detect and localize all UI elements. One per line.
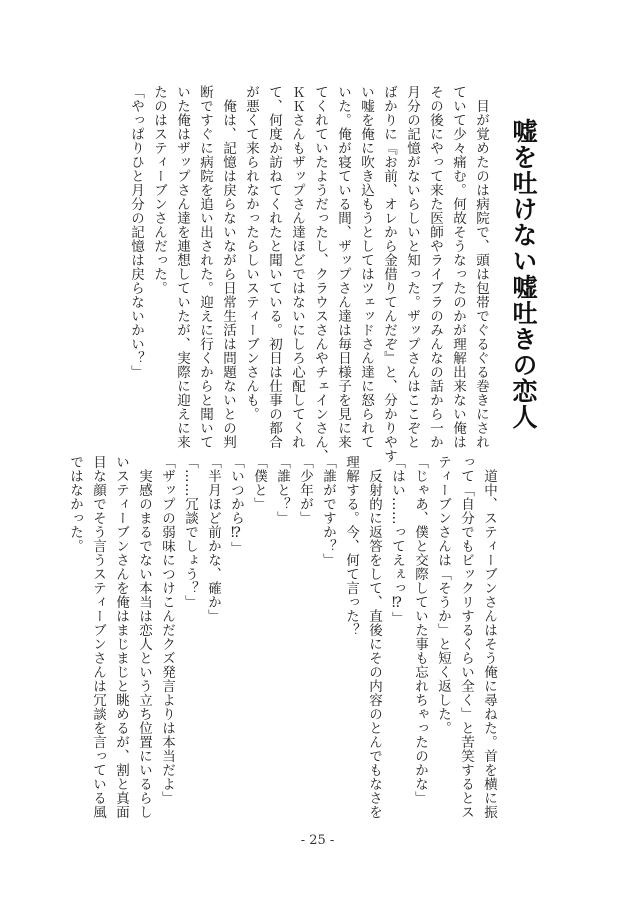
text-line: 「ザップの弱味につけこんだクズ発言よりは本当だよ」 (159, 455, 175, 805)
text-line: 「僕と」 (251, 455, 267, 511)
text-line: 理解する。今、何て言った？ (343, 455, 359, 637)
text-line: その後にやって来た医師やライブラのみんなの話から一か (427, 85, 443, 449)
text-line: 反射的に返答をして、直後にその内容のとんでもなさを (366, 455, 382, 819)
chapter-title: 嘘を吐けない嘘吐きの恋人 (509, 118, 538, 430)
text-line: が悪くて来られなかったらしいスティーブンさんも。 (243, 85, 259, 421)
text-line: 実感のまるでない本当は恋人という立ち位置にいるらし (136, 455, 152, 819)
text-line: たのはスティーブンさんだった。 (151, 85, 167, 295)
text-line: ではなかった。 (67, 455, 83, 553)
text-line: 「……冗談でしょう？」 (182, 455, 198, 609)
text-line: 「誰がですか？」 (320, 455, 336, 567)
text-line: 「はい……ってえぇっ⁉」 (389, 455, 405, 626)
text-line: ＫＫさんもザップさん達ほどではないにしろ心配してくれ (289, 85, 305, 449)
text-line: 「いつから⁉」 (228, 455, 244, 556)
lower-text-block (67, 455, 500, 819)
text-line: ばかりに『お前、オレから金借りてんだぞ』と、分かりやす (381, 85, 397, 463)
text-line: 「じゃあ、僕と交際していた事も忘れちゃったのかな」 (412, 455, 428, 805)
text-line: 「少年が」 (297, 455, 313, 525)
text-line: てくれていたようだったし、クラウスさんやチェインさん、 (312, 85, 328, 463)
text-line: いた俺はザップさん達を連想していたが、実際に迎えに来 (174, 85, 190, 449)
text-line: 俺は、記憶は戻らないながら日常生活は問題ないとの判 (220, 85, 236, 449)
page-number: - 25 - (300, 833, 335, 848)
text-line: 断ですぐに病院を追い出された。迎えに行くからと聞いて (197, 85, 213, 449)
text-line: 「やっぱりひと月分の記憶は戻らないかい？」 (128, 85, 144, 379)
text-line: 月分の記憶がないらしいと知った。ザップさんはここぞと (404, 85, 420, 449)
text-line: 目な顔でそう言うスティーブンさんは冗談を言っている風 (90, 455, 106, 819)
text-line: いた。俺が寝ている間、ザップさん達は毎日様子を見に来 (335, 85, 351, 449)
upper-text-block (92, 85, 492, 463)
text-line: い嘘を俺に吹き込もうとしてはツェッドさん達に怒られて (358, 85, 374, 449)
text-line: って「自分でもビックリするくらい全く」と苦笑するとス (458, 455, 474, 819)
text-line: 「誰と？」 (274, 455, 290, 525)
text-line: ティーブンさんは「そうか」と短く返した。 (435, 455, 451, 735)
text-line: 道中、スティーブンさんはそう俺に尋ねた。首を横に振 (481, 455, 497, 819)
text-line: ていて少々痛む。何故そうなったのかが理解出来ない俺は (450, 85, 466, 449)
text-line: いスティーブンさんを俺はまじまじと眺めるが、割と真面 (113, 455, 129, 819)
text-line: 「半月ほど前かな、確か」 (205, 455, 221, 623)
text-line: て、何度か訪ねてくれたと聞いている。初日は仕事の都合 (266, 85, 282, 449)
text-line: 目が覚めたのは病院で、頭は包帯でぐるぐる巻きにされ (473, 85, 489, 449)
